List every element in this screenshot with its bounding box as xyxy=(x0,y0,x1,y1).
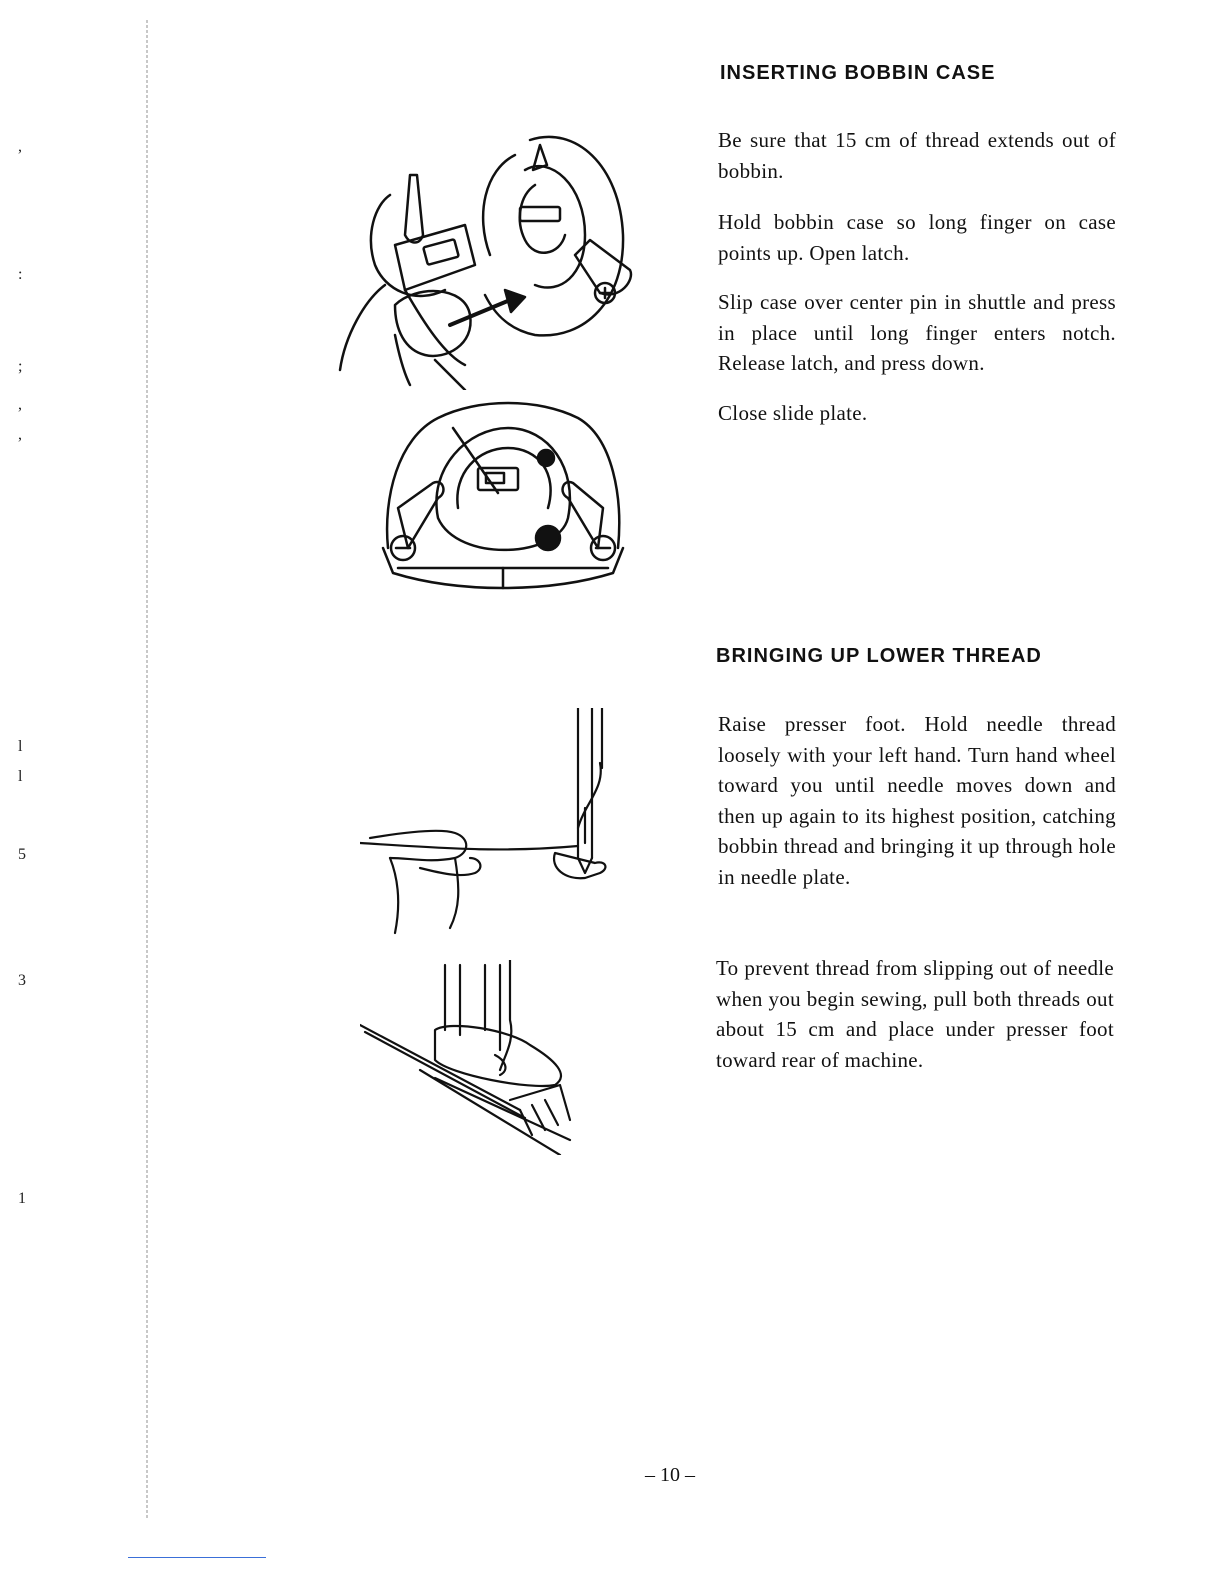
margin-mark: , xyxy=(18,138,22,155)
instruction-paragraph: Close slide plate. xyxy=(718,401,868,425)
margin-mark: ; xyxy=(18,358,23,375)
margin-mark: : xyxy=(18,266,23,283)
page-number: – 10 – xyxy=(645,1464,695,1486)
instruction-paragraph: Raise presser foot. Hold needle thread loosely with your left hand. Turn hand wheel toward you until needle moves down and then up again to its highest position, catching bobbin thread and bringing it up through hole in needle plate. xyxy=(718,712,1116,889)
margin-mark: , xyxy=(18,426,22,443)
instruction-paragraph: To prevent thread from slipping out of needle when you begin sewing, pull both threads out about 15 cm and place under presser foot toward rear of machine. xyxy=(716,956,1114,1072)
section-heading: BRINGING UP LOWER THREAD xyxy=(716,645,1042,667)
margin-mark: 1 xyxy=(18,1190,26,1207)
bobbin-case-insertion-illustration xyxy=(335,125,635,390)
instruction-paragraph: Hold bobbin case so long finger on case points up. Open latch. xyxy=(718,210,1116,265)
binding-edge xyxy=(146,20,148,1520)
instruction-paragraph: Be sure that 15 cm of thread extends out of bobbin. xyxy=(718,128,1116,183)
footer-rule xyxy=(128,1557,266,1558)
needle-thread-illustration xyxy=(360,708,620,938)
installed-bobbin-case-illustration xyxy=(378,398,628,593)
section-heading: INSERTING BOBBIN CASE xyxy=(720,62,996,84)
margin-mark: 3 xyxy=(18,972,26,989)
margin-mark: l xyxy=(18,768,23,785)
margin-mark: , xyxy=(18,396,22,413)
margin-mark: 5 xyxy=(18,846,26,863)
margin-mark: l xyxy=(18,738,23,755)
presser-foot-threads-illustration xyxy=(360,960,585,1155)
instruction-paragraph: Slip case over center pin in shuttle and press in place until long finger enters notch. Release latch, and press down. xyxy=(718,290,1116,375)
